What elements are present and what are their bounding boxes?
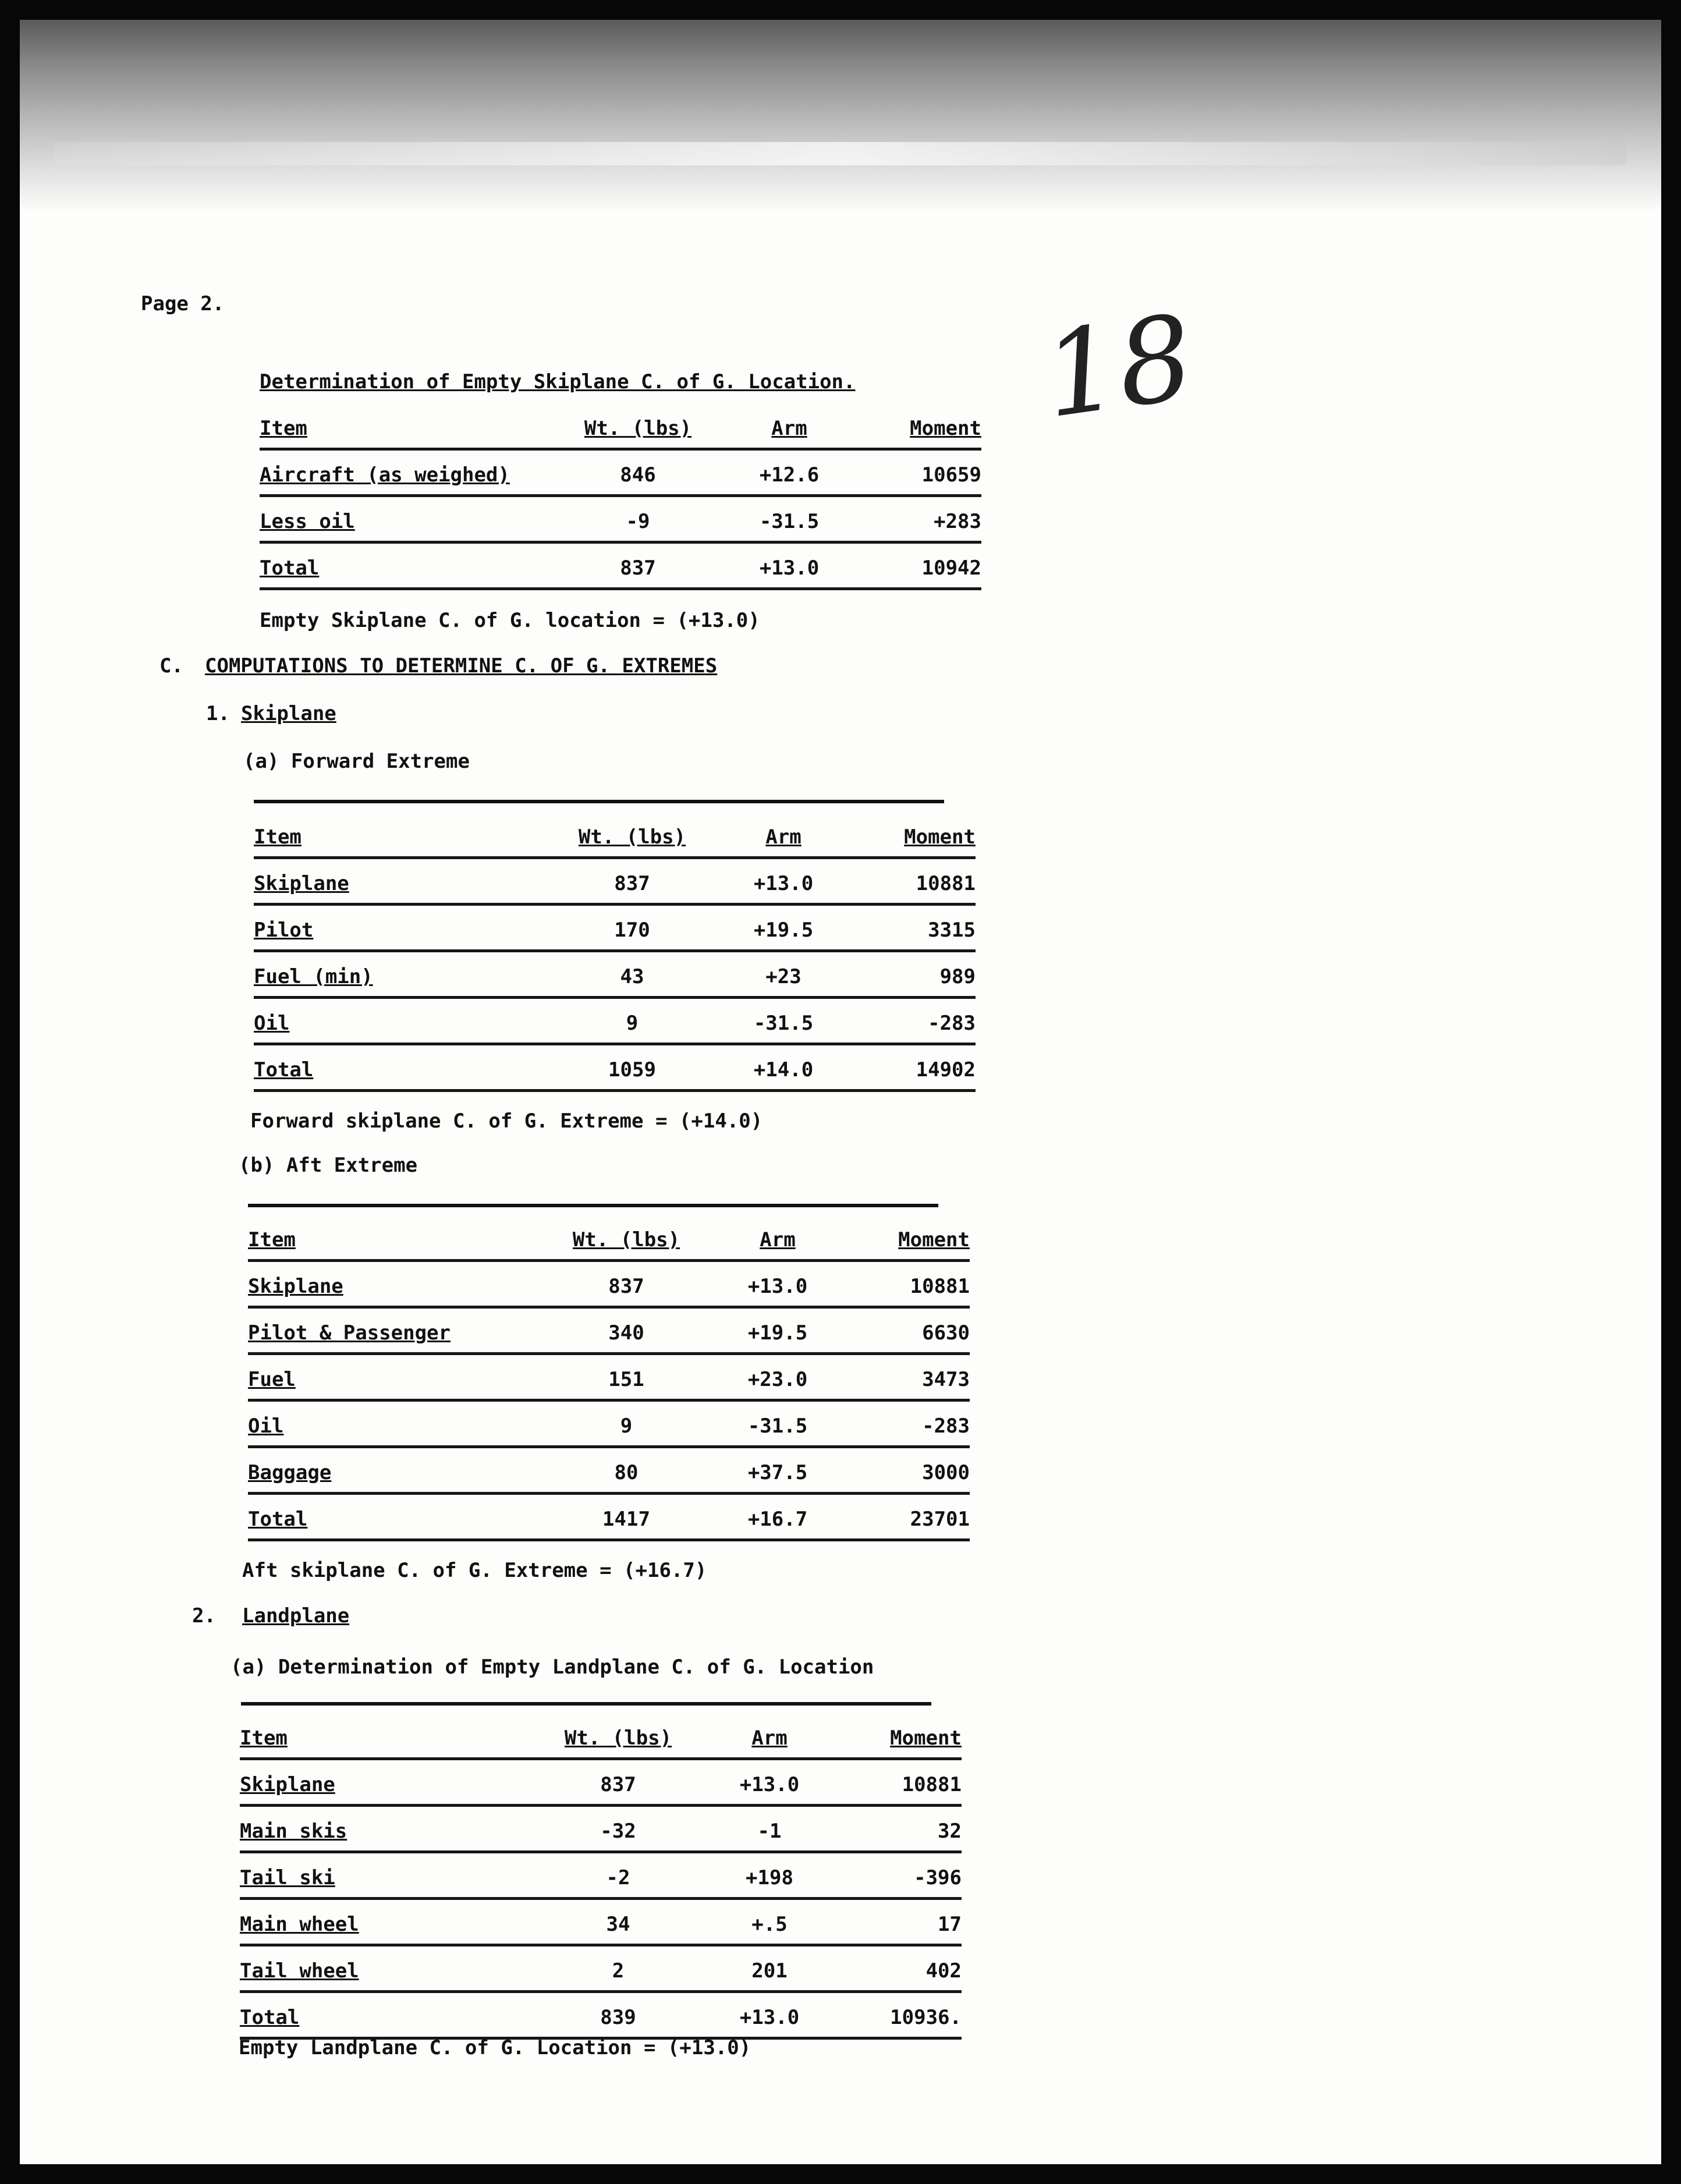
table-header-row — [254, 813, 976, 859]
weight-cell: 846 — [620, 463, 656, 487]
moment-cell: 32 — [938, 1820, 962, 1843]
table-header-row — [260, 404, 981, 451]
table-row — [254, 859, 976, 906]
aft-extreme-table — [248, 1215, 970, 1541]
moment-cell: 3473 — [922, 1368, 970, 1391]
arm-cell: +23.0 — [747, 1368, 808, 1391]
item-cell: Total — [248, 1508, 308, 1531]
empty-landplane-table — [240, 1714, 962, 2040]
weight-cell: 837 — [620, 556, 656, 580]
moment-cell: 6630 — [922, 1321, 970, 1345]
arm-cell: -1 — [757, 1820, 782, 1843]
landplane-title: Landplane — [242, 1604, 350, 1628]
moment-cell: -283 — [928, 1012, 976, 1035]
weight-cell: 9 — [626, 1012, 639, 1035]
arm-cell: -31.5 — [753, 1012, 814, 1035]
table-top-rule — [241, 1702, 931, 1706]
arm-cell: +23 — [765, 965, 802, 988]
table-header-row — [248, 1215, 970, 1262]
weight-cell: -9 — [626, 510, 650, 533]
page-label: Page 2. — [141, 292, 225, 315]
arm-cell: +37.5 — [747, 1461, 808, 1484]
table-row — [254, 999, 976, 1045]
weight-cell: 2 — [612, 1959, 625, 1983]
moment-header: Moment — [904, 825, 976, 849]
table-row — [240, 1760, 962, 1807]
section-c-title: COMPUTATIONS TO DETERMINE C. OF G. EXTREMES — [205, 654, 718, 678]
moment-cell: 10881 — [910, 1275, 970, 1298]
arm-cell: +13.0 — [747, 1275, 808, 1298]
weight-header: Wt. (lbs) — [572, 1228, 680, 1251]
moment-cell: 10659 — [921, 463, 981, 487]
table-row — [254, 1045, 976, 1092]
table-top-rule — [254, 800, 944, 803]
skiplane-number: 1. — [206, 702, 230, 725]
aft-extreme-result: Aft skiplane C. of G. Extreme = (+16.7) — [242, 1559, 707, 1582]
arm-header: Arm — [771, 417, 807, 440]
table-top-rule — [248, 1204, 938, 1207]
weight-header: Wt. (lbs) — [578, 825, 686, 849]
moment-cell: 10942 — [921, 556, 981, 580]
weight-cell: 1059 — [608, 1058, 656, 1082]
table-row — [248, 1402, 970, 1448]
arm-cell: +.5 — [751, 1913, 788, 1936]
moment-cell: -396 — [914, 1866, 962, 1889]
weight-cell: 151 — [608, 1368, 644, 1391]
moment-header: Moment — [910, 417, 981, 440]
item-cell: Fuel — [248, 1368, 296, 1391]
empty-skiplane-table — [260, 404, 981, 590]
scan-streak — [55, 142, 1626, 165]
arm-cell: 201 — [751, 1959, 788, 1983]
weight-cell: 839 — [600, 2006, 636, 2029]
weight-cell: 34 — [606, 1913, 630, 1936]
forward-extreme-table — [254, 813, 976, 1092]
item-cell: Baggage — [248, 1461, 332, 1484]
table-row — [240, 1853, 962, 1900]
arm-cell: +13.0 — [753, 872, 814, 895]
arm-cell: +14.0 — [753, 1058, 814, 1082]
table-row — [240, 1993, 962, 2040]
item-cell: Skiplane — [240, 1773, 335, 1796]
empty-landplane-heading: (a) Determination of Empty Landplane C. of G. Location — [230, 1655, 874, 1679]
table-row — [240, 1947, 962, 1993]
item-cell: Fuel (min) — [254, 965, 373, 988]
weight-cell: 9 — [620, 1414, 633, 1438]
arm-header: Arm — [751, 1726, 788, 1750]
moment-cell: +283 — [934, 510, 981, 533]
item-cell: Tail ski — [240, 1866, 335, 1889]
item-header: Item — [260, 417, 307, 440]
item-cell: Pilot — [254, 919, 314, 942]
table-header-row — [240, 1714, 962, 1760]
weight-cell: 837 — [600, 1773, 636, 1796]
weight-header: Wt. (lbs) — [564, 1726, 672, 1750]
arm-cell: +19.5 — [747, 1321, 808, 1345]
moment-header: Moment — [898, 1228, 970, 1251]
moment-cell: -283 — [922, 1414, 970, 1438]
arm-cell: +198 — [746, 1866, 793, 1889]
item-cell: Main skis — [240, 1820, 347, 1843]
moment-header: Moment — [890, 1726, 962, 1750]
item-cell: Skiplane — [248, 1275, 343, 1298]
empty-skiplane-heading: Determination of Empty Skiplane C. of G. Location. — [260, 370, 856, 393]
item-cell: Main wheel — [240, 1913, 359, 1936]
table-row — [260, 497, 981, 544]
weight-cell: 80 — [614, 1461, 639, 1484]
table-row — [248, 1495, 970, 1541]
table-row — [260, 544, 981, 590]
arm-cell: -31.5 — [759, 510, 820, 533]
table-row — [254, 952, 976, 999]
handwritten-page-number: 18 — [1035, 289, 1201, 445]
item-cell: Total — [260, 556, 320, 580]
item-cell: Pilot & Passenger — [248, 1321, 451, 1345]
table-row — [248, 1262, 970, 1309]
item-cell: Total — [240, 2006, 300, 2029]
item-cell: Aircraft (as weighed) — [260, 463, 510, 487]
weight-cell: -32 — [600, 1820, 636, 1843]
item-cell: Skiplane — [254, 872, 349, 895]
empty-landplane-result: Empty Landplane C. of G. Location = (+13.0) — [239, 2036, 751, 2059]
arm-cell: +13.0 — [739, 2006, 800, 2029]
moment-cell: 10936. — [890, 2006, 962, 2029]
arm-cell: -31.5 — [747, 1414, 808, 1438]
weight-cell: 340 — [608, 1321, 644, 1345]
item-header: Item — [240, 1726, 288, 1750]
arm-header: Arm — [765, 825, 802, 849]
arm-cell: +13.0 — [759, 556, 820, 580]
arm-header: Arm — [760, 1228, 796, 1251]
table-row — [240, 1807, 962, 1853]
forward-extreme-result: Forward skiplane C. of G. Extreme = (+14.0) — [250, 1109, 763, 1133]
table-row — [248, 1448, 970, 1495]
table-row — [240, 1900, 962, 1947]
arm-cell: +12.6 — [759, 463, 820, 487]
aft-extreme-heading: (b) Aft Extreme — [239, 1154, 418, 1177]
moment-cell: 3000 — [922, 1461, 970, 1484]
item-header: Item — [254, 825, 302, 849]
arm-cell: +16.7 — [747, 1508, 808, 1531]
item-cell: Oil — [248, 1414, 284, 1438]
arm-cell: +13.0 — [739, 1773, 800, 1796]
item-cell: Less oil — [260, 510, 355, 533]
table-row — [248, 1355, 970, 1402]
moment-cell: 3315 — [928, 919, 976, 942]
moment-cell: 14902 — [916, 1058, 976, 1082]
item-cell: Oil — [254, 1012, 290, 1035]
weight-cell: -2 — [606, 1866, 630, 1889]
weight-cell: 170 — [614, 919, 650, 942]
arm-cell: +19.5 — [753, 919, 814, 942]
weight-cell: 1417 — [602, 1508, 650, 1531]
table-row — [254, 906, 976, 952]
weight-header: Wt. (lbs) — [584, 417, 692, 440]
forward-extreme-heading: (a) Forward Extreme — [243, 750, 470, 773]
moment-cell: 10881 — [916, 872, 976, 895]
moment-cell: 402 — [925, 1959, 962, 1983]
scan-shadow — [20, 20, 1661, 212]
skiplane-title: Skiplane — [241, 702, 336, 725]
item-cell: Total — [254, 1058, 314, 1082]
moment-cell: 989 — [939, 965, 976, 988]
moment-cell: 10881 — [902, 1773, 962, 1796]
moment-cell: 23701 — [910, 1508, 970, 1531]
item-cell: Tail wheel — [240, 1959, 359, 1983]
item-header: Item — [248, 1228, 296, 1251]
landplane-number: 2. — [192, 1604, 216, 1628]
moment-cell: 17 — [938, 1913, 962, 1936]
weight-cell: 837 — [608, 1275, 644, 1298]
table-row — [260, 451, 981, 497]
section-c-label: C. — [159, 654, 183, 678]
weight-cell: 837 — [614, 872, 650, 895]
empty-skiplane-result: Empty Skiplane C. of G. location = (+13.0) — [260, 609, 760, 632]
weight-cell: 43 — [620, 965, 644, 988]
table-row — [248, 1309, 970, 1355]
